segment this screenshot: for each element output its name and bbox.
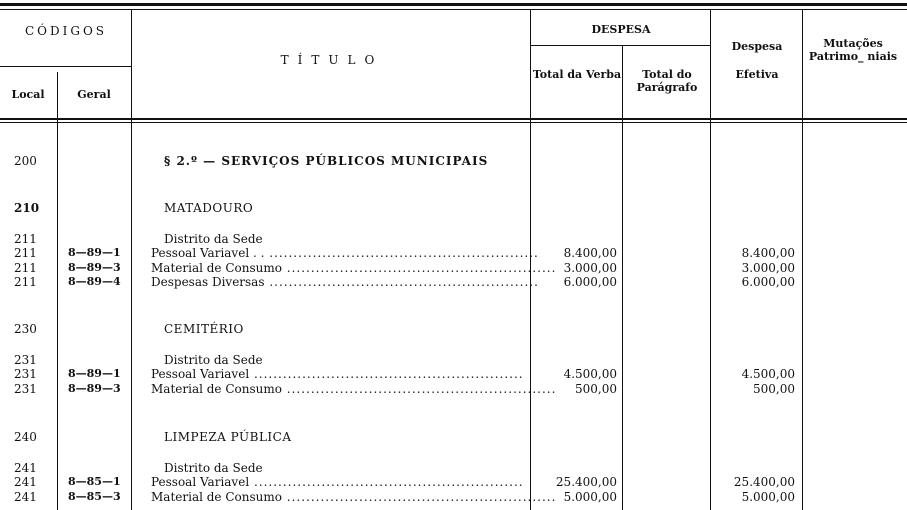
group-row [0,201,907,215]
district-name: Distrito da Sede [164,353,263,367]
codigos-underline [0,66,131,67]
item-despesa-efetiva: 3.000,00 [741,261,795,275]
header-total-verba: Total da Verba [532,68,622,81]
header-bottom-rule [0,118,907,120]
top-rule-thin [0,9,907,10]
item-title: Despesas Diversas ........................................................ [151,275,539,289]
district-row [0,461,907,475]
group-code: 240 [14,430,37,444]
item-total-verba: 4.500,00 [563,367,617,381]
section-title: § 2.º — SERVIÇOS PÚBLICOS MUNICIPAIS [164,154,489,168]
group-code: 210 [14,201,40,215]
item-total-verba: 3.000,00 [563,261,617,275]
item-despesa-efetiva: 8.400,00 [741,246,795,260]
table-row [0,246,907,260]
item-geral: 8—89—3 [68,382,121,395]
header-total-paragrafo: Total do Parágrafo [636,68,698,94]
table-row [0,490,907,504]
header-geral: Geral [77,88,111,101]
item-total-verba: 500,00 [575,382,617,396]
despesa-underline [530,45,710,46]
table-row [0,367,907,381]
table-row [0,475,907,489]
item-local: 231 [14,367,37,381]
group-code: 230 [14,322,37,336]
group-name: CEMITÉRIO [164,322,244,336]
group-row [0,322,907,336]
table-row [0,261,907,275]
item-local: 241 [14,475,37,489]
group-row [0,430,907,444]
header-efetiva: Efetiva [735,68,779,81]
district-row [0,232,907,246]
item-despesa-efetiva: 25.400,00 [733,475,795,489]
header-despesa-efetiva: Despesa [731,40,783,53]
item-geral: 8—89—4 [68,275,121,288]
group-name: MATADOURO [164,201,254,215]
district-code: 211 [14,232,37,246]
item-title: Pessoal Variavel ........................................................ [151,367,524,381]
top-rule-thick [0,3,907,6]
item-local: 211 [14,275,37,289]
district-code: 231 [14,353,37,367]
item-despesa-efetiva: 500,00 [753,382,795,396]
district-row [0,353,907,367]
table-row [0,382,907,396]
item-geral: 8—89—3 [68,261,121,274]
item-title: Material de Consumo ........................................................ [151,261,557,275]
district-name: Distrito da Sede [164,232,263,246]
header-mutacoes: Mutações Patrimo_ niais [808,37,898,63]
item-title: Material de Consumo ........................................................ [151,382,557,396]
header-codigos: CÓDIGOS [24,24,108,38]
header-despesa: DESPESA [591,23,651,36]
item-local: 211 [14,261,37,275]
item-despesa-efetiva: 4.500,00 [741,367,795,381]
item-total-verba: 6.000,00 [563,275,617,289]
item-geral: 8—85—1 [68,475,121,488]
item-geral: 8—89—1 [68,246,121,259]
item-despesa-efetiva: 5.000,00 [741,490,795,504]
item-title: Pessoal Variavel ........................................................ [151,475,524,489]
item-despesa-efetiva: 6.000,00 [741,275,795,289]
section-row [0,154,907,168]
item-title: Pessoal Variavel . . ........................................................ [151,246,539,260]
header-local: Local [11,88,45,101]
item-total-verba: 8.400,00 [563,246,617,260]
header-titulo: TÍTULO [280,53,384,67]
item-geral: 8—89—1 [68,367,121,380]
item-geral: 8—85—3 [68,490,121,503]
item-total-verba: 5.000,00 [563,490,617,504]
item-total-verba: 25.400,00 [555,475,617,489]
district-code: 241 [14,461,37,475]
item-title: Material de Consumo ........................................................ [151,490,557,504]
col-divider-local [57,72,58,510]
item-local: 211 [14,246,37,260]
item-local: 241 [14,490,37,504]
section-code: 200 [14,154,37,168]
group-name: LIMPEZA PÚBLICA [164,430,292,444]
district-name: Distrito da Sede [164,461,263,475]
header-bottom-rule-2 [0,122,907,123]
table-row [0,275,907,289]
item-local: 231 [14,382,37,396]
